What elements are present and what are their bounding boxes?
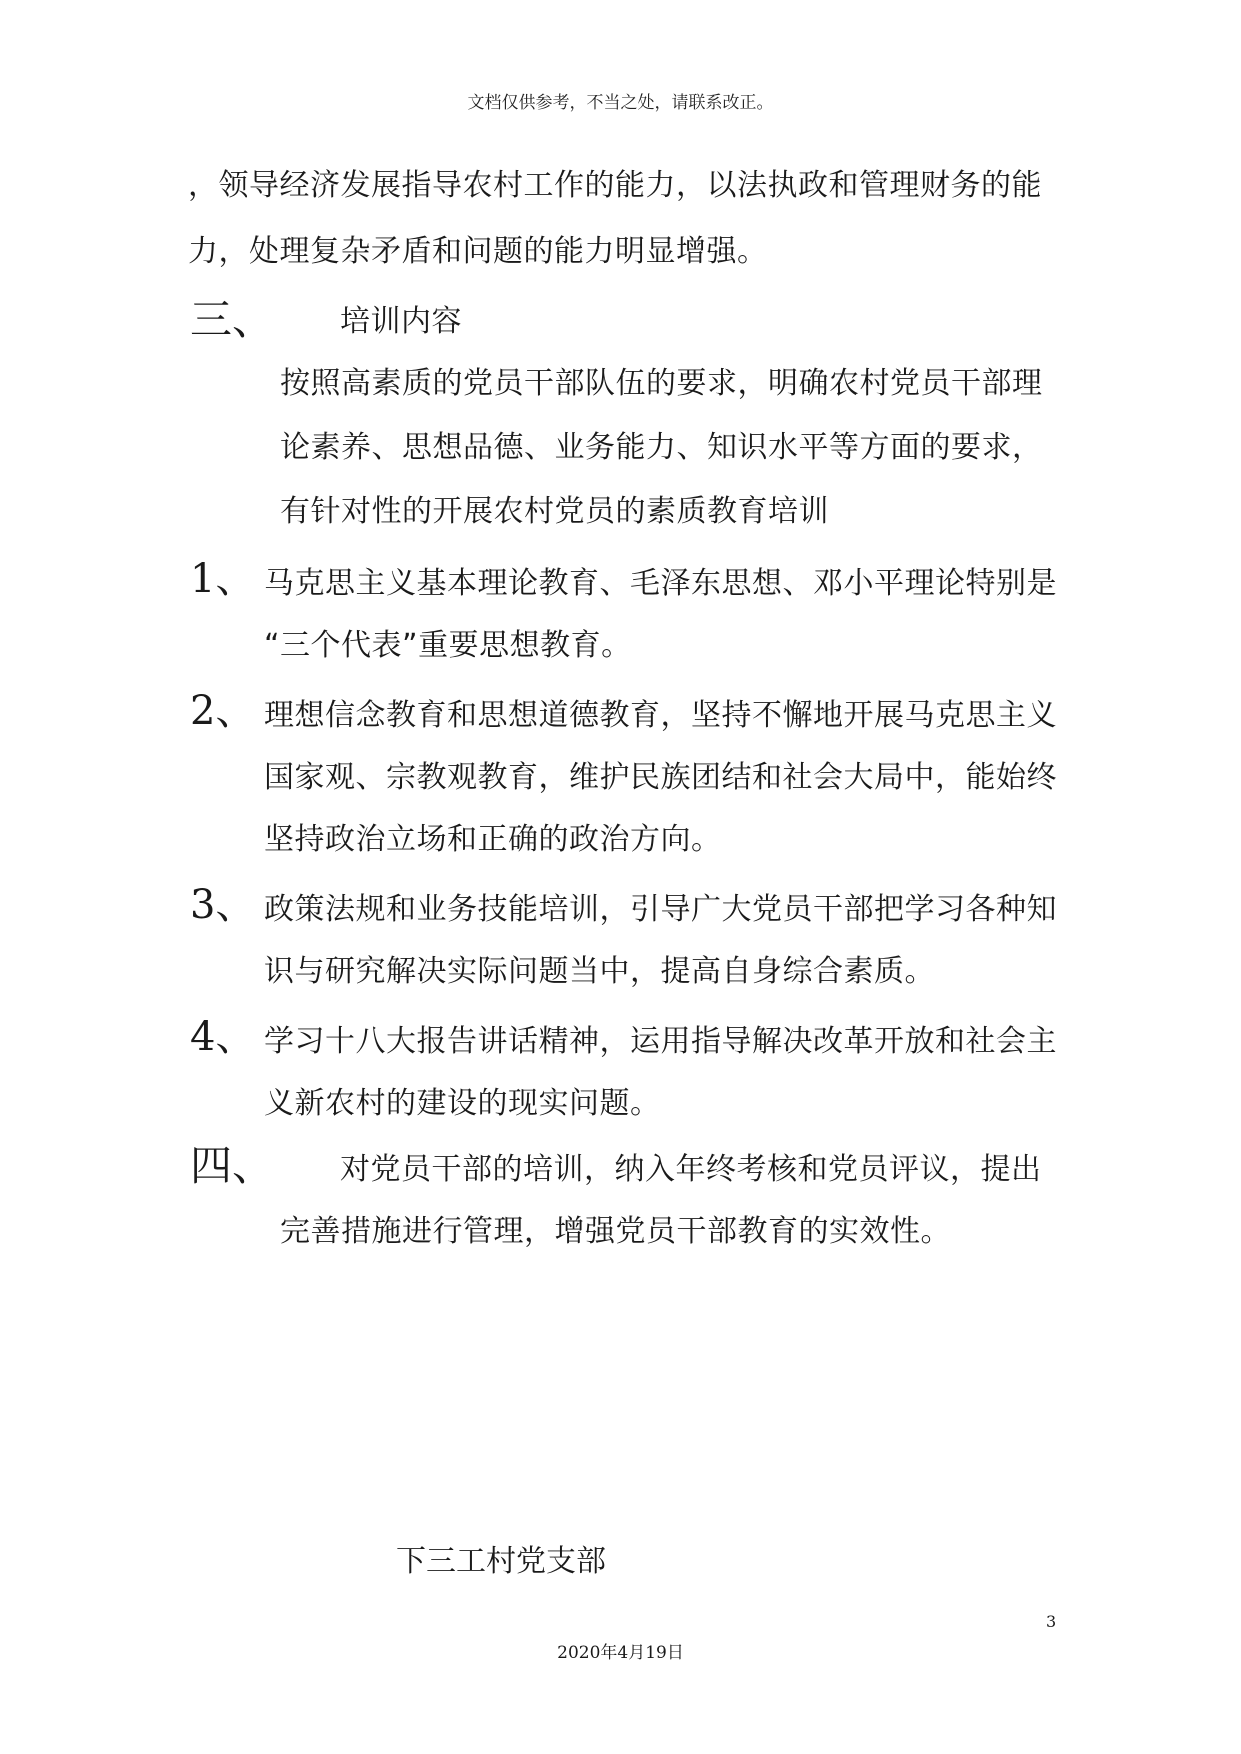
item-3-number: 3、 (190, 882, 256, 928)
intro-line-1: ，领导经济发展指导农村工作的能力，以法执政和管理财务的能 (188, 168, 1042, 203)
section-4-number: 四、 (190, 1141, 275, 1190)
item-1-line-2: “三个代表”重要思想教育。 (264, 628, 632, 663)
item-1-line-1: 马克思主义基本理论教育、毛泽东思想、邓小平理论特别是 (264, 566, 1057, 601)
section-4-line-1: 对党员干部的培训，纳入年终考核和党员评议，提出 (340, 1152, 1042, 1187)
item-3-line-2: 识与研究解决实际问题当中，提高自身综合素质。 (264, 954, 935, 989)
item-2-line-1: 理想信念教育和思想道德教育，坚持不懈地开展马克思主义 (264, 698, 1057, 733)
item-4-line-1: 学习十八大报告讲话精神，运用指导解决改革开放和社会主 (264, 1024, 1057, 1059)
item-4-line-2: 义新农村的建设的现实问题。 (264, 1086, 661, 1121)
header-note: 文档仅供参考，不当之处，请联系改正。 (467, 93, 774, 113)
item-3-line-1: 政策法规和业务技能培训，引导广大党员干部把学习各种知 (264, 892, 1057, 927)
footer-date: 2020年4月19日 (557, 1643, 684, 1663)
item-1-number: 1、 (190, 556, 256, 602)
page-number: 3 (1046, 1612, 1057, 1631)
section-3-title: 培训内容 (340, 304, 462, 339)
item-2-number: 2、 (190, 688, 256, 734)
item-4-number: 4、 (190, 1014, 256, 1060)
section-3-para-line-2: 论素养、思想品德、业务能力、知识水平等方面的要求， (280, 430, 1043, 465)
section-3-para-line-1: 按照高素质的党员干部队伍的要求，明确农村党员干部理 (280, 366, 1043, 401)
section-3-para-line-3: 有针对性的开展农村党员的素质教育培训 (280, 494, 829, 529)
intro-line-2: 力，处理复杂矛盾和问题的能力明显增强。 (188, 234, 768, 269)
item-2-line-2: 国家观、宗教观教育，维护民族团结和社会大局中，能始终 (264, 760, 1057, 795)
signature: 下三工村党支部 (396, 1544, 606, 1579)
section-4-line-2: 完善措施进行管理，增强党员干部教育的实效性。 (280, 1214, 951, 1249)
item-2-line-3: 坚持政治立场和正确的政治方向。 (264, 822, 722, 857)
section-3-number: 三、 (190, 295, 275, 344)
